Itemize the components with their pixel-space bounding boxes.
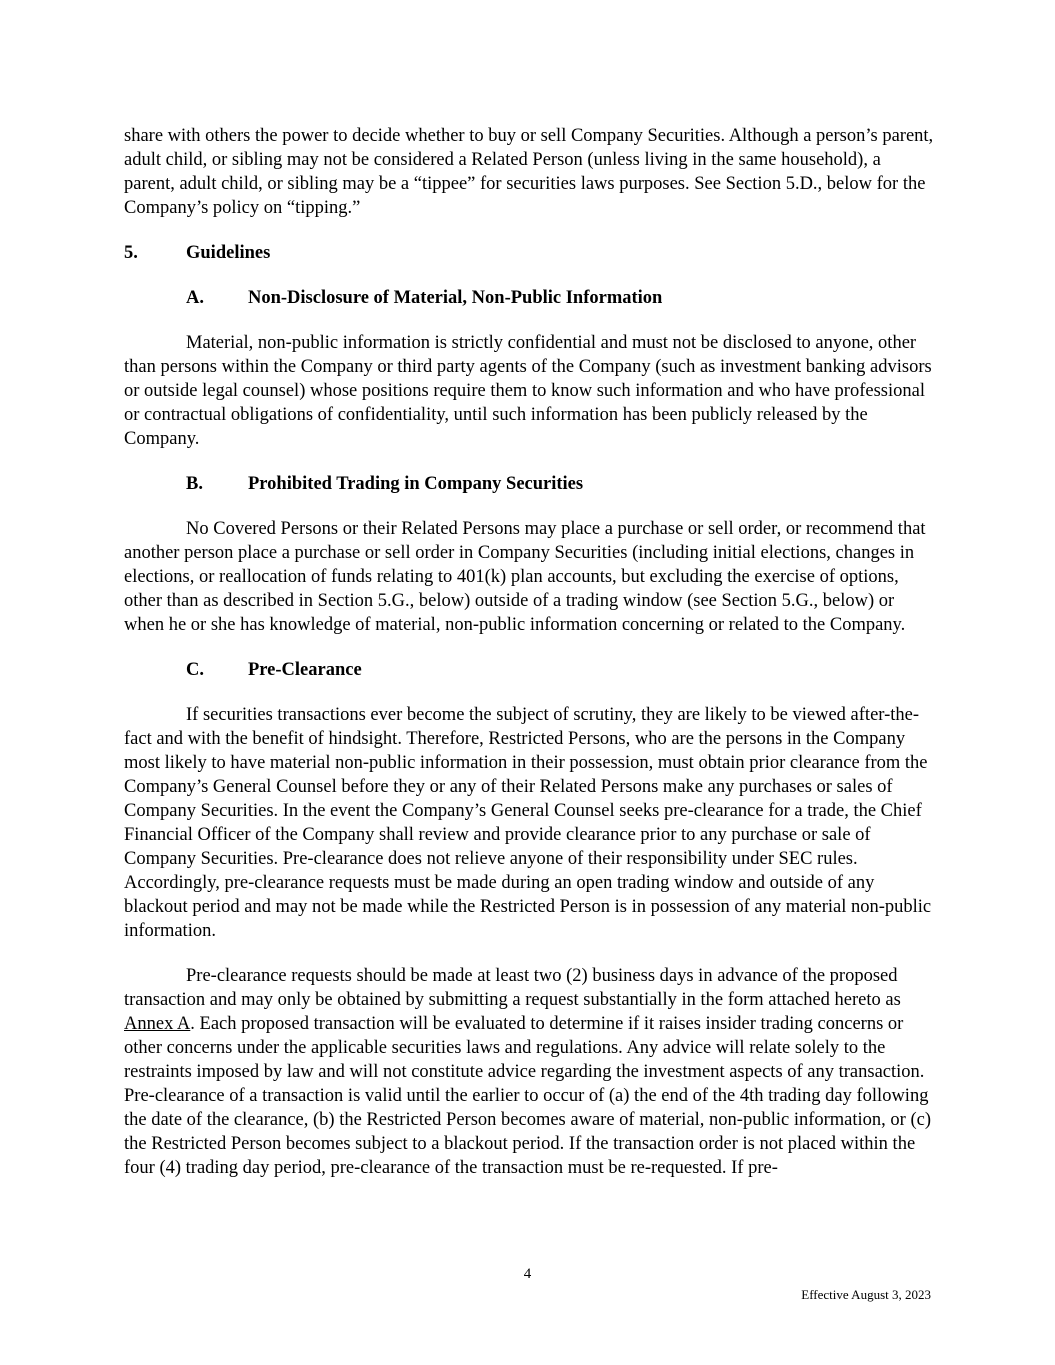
- section-c-body-2-pre: Pre-clearance requests should be made at least two (2) business days in advance of the proposed transaction and may only be obtained by submitting a request substantially in the form attached hereto as: [124, 966, 901, 1010]
- section-b-number: B.: [186, 474, 203, 494]
- annex-a-link[interactable]: Annex A: [124, 1014, 191, 1034]
- section-a-body: Material, non-public information is strictly confidential and must not be disclosed to anyone, other than persons within the Company or third party agents of the Company (such as investment banking advisors or outside legal counsel) whose positions require them to know such information and who have professional or contractual obligations of confidentiality, until such information has been publicly released by the Company.: [124, 333, 932, 449]
- section-c-heading: [124, 658, 934, 682]
- section-b-body: No Covered Persons or their Related Persons may place a purchase or sell order, or recommend that another person place a purchase or sell order in Company Securities (including initial elections, changes in elections, or reallocation of funds relating to 401(k) plan accounts, but excluding the exercise of options, other than as described in Section 5.G., below) outside of a trading window (see Section 5.G., below) or when he or she has knowledge of material, non-public information concerning or related to the Company.: [124, 519, 926, 635]
- document-page: [124, 124, 934, 1180]
- effective-date-footer: Effective August 3, 2023: [801, 1287, 931, 1302]
- section-c-title: Pre-Clearance: [248, 660, 362, 680]
- section-5-heading: [124, 241, 934, 265]
- section-5-number: 5.: [124, 243, 138, 263]
- section-b-heading: [124, 472, 934, 496]
- section-c-number: C.: [186, 660, 204, 680]
- section-a-heading: [124, 286, 934, 310]
- section-c-body-2: [124, 964, 934, 1180]
- intro-paragraph: share with others the power to decide whether to buy or sell Company Securities. Although a person’s parent, adult child, or sibling may not be considered a Related Person (unless living in the same household), a parent, adult child, or sibling may be a “tippee” for securities laws purposes. See Section 5.D., below for the Company’s policy on “tipping.”: [124, 126, 934, 218]
- section-c-body-2-post: . Each proposed transaction will be evaluated to determine if it raises insider trading concerns or other concerns under the applicable securities laws and regulations. Any advice will relate solely to the restraints imposed by law and will not constitute advice regarding the investment aspects of any transaction. Pre-clearance of a transaction is valid until the earlier to occur of (a) the end of the 4th trading day following the date of the clearance, (b) the Restricted Person becomes aware of material, non-public information, or (c) the Restricted Person becomes subject to a blackout period. If the transaction order is not placed within the four (4) trading day period, pre-clearance of the transaction must be re-requested. If pre-: [124, 1014, 931, 1178]
- section-a-number: A.: [186, 288, 204, 308]
- page-number: 4: [523, 1266, 532, 1282]
- section-c-body-1: If securities transactions ever become the subject of scrutiny, they are likely to be viewed after-the-fact and with the benefit of hindsight. Therefore, Restricted Persons, who are the persons in the Company most likely to have material non-public information in their possession, must obtain prior clearance from the Company’s General Counsel before they or any of their Related Persons make any purchases or sales of Company Securities. In the event the Company’s General Counsel seeks pre-clearance for a trade, the Chief Financial Officer of the Company shall review and provide clearance prior to any purchase or sale of Company Securities. Pre-clearance does not relieve anyone of their responsibility under SEC rules. Accordingly, pre-clearance requests must be made during an open trading window and outside of any blackout period and may not be made while the Restricted Person is in possession of any material non-public information.: [124, 705, 932, 941]
- section-5-title: Guidelines: [186, 243, 271, 263]
- section-a-title: Non-Disclosure of Material, Non-Public Information: [248, 288, 663, 308]
- section-b-title: Prohibited Trading in Company Securities: [248, 474, 584, 494]
